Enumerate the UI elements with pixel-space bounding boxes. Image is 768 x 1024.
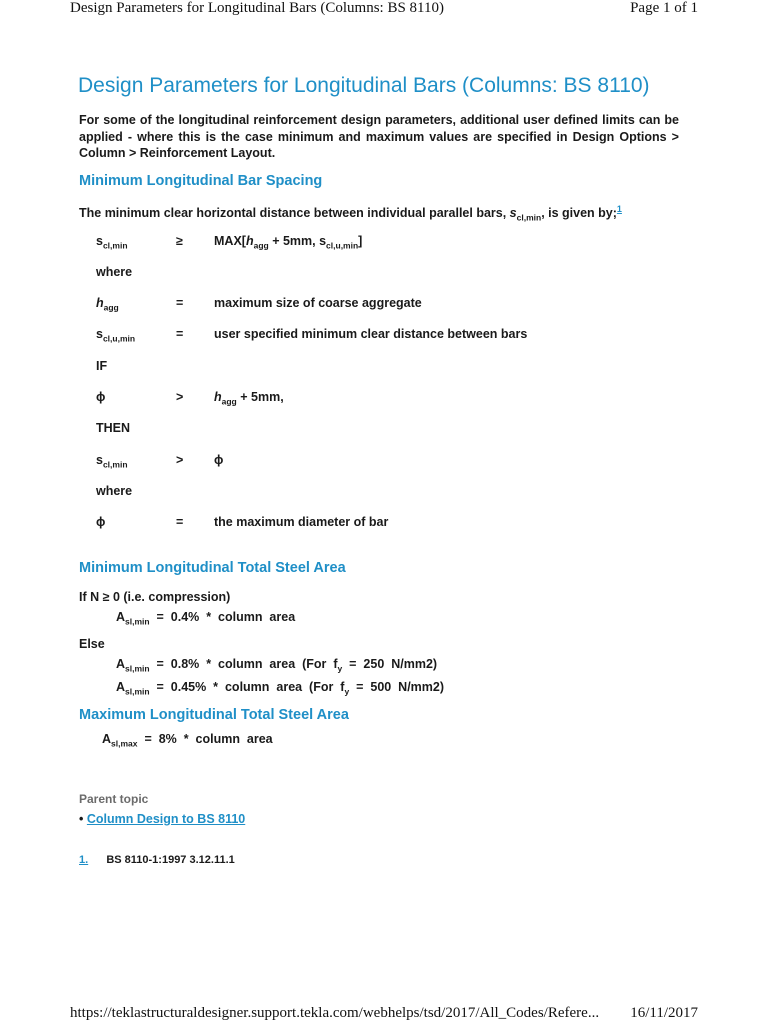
footnote-ref-link[interactable]: 1 [616, 204, 622, 214]
min-area-fy250-formula: $A_{sl,min} = 0.8\%$ * column area (For $f_y = 250$ N/mm2) [116, 657, 438, 674]
footer-date: 16/11/2017 [630, 1005, 698, 1021]
page-title: Design Parameters for Longitudinal Bars (Columns: BS 8110) [78, 74, 650, 97]
footnote-back-link[interactable]: 1. [79, 854, 89, 866]
parent-topic-item [79, 812, 245, 826]
else-label: Else [79, 637, 105, 651]
heading-min-bar-spacing: Minimum Longitudinal Bar Spacing [79, 173, 323, 189]
definition-row-sclumin: $s_{cl,u,min}$ = user specified minimum clear distance between bars [96, 327, 528, 344]
parent-topic-link[interactable]: Column Design to BS 8110 [86, 812, 246, 826]
min-area-fy500-formula: $A_{sl,min} = 0.45\%$ * column area (For $f_y = 500$ N/mm2) [116, 680, 445, 697]
condition-row-phi: ϕ > $h_{agg} + 5mm$, [96, 390, 284, 407]
footnote [79, 854, 235, 866]
result-row-scl-min: $s_{cl,min}$ > ϕ [96, 453, 224, 470]
if-label: IF [96, 359, 108, 373]
parent-topic-label: Parent topic [79, 792, 149, 806]
then-label: THEN [96, 421, 131, 435]
intro-paragraph: For some of the longitudinal reinforcement design parameters, additional user defined limits can be applied - where this is the case minimum and maximum values are specified in Design Options > Column > Reinforcement Layout. [79, 113, 679, 160]
definition-row-phi: ϕ = the maximum diameter of bar [96, 515, 389, 529]
heading-min-steel-area: Minimum Longitudinal Total Steel Area [79, 560, 346, 576]
page-number: Page 1 of 1 [630, 0, 698, 16]
where-label: where [96, 265, 133, 279]
where-label-2: where [96, 484, 133, 498]
formula-row-scl-min: $s_{cl,min}$ ≥ $MAX[h_{agg} + 5mm$, $s_{cl,u,min}$] [96, 234, 363, 251]
footer-url: https://teklastructuraldesigner.support.tekla.com/webhelps/tsd/2017/All_Codes/Refere... [70, 1005, 600, 1021]
compression-condition: If N ≥ 0 (i.e. compression) [79, 590, 231, 604]
footnote-text: BS 8110-1:1997 3.12.11.1 [106, 854, 235, 866]
heading-max-steel-area: Maximum Longitudinal Total Steel Area [79, 707, 349, 723]
bullet-dot: • [79, 812, 84, 826]
definition-row-hagg: $h_{agg}$ = maximum size of coarse aggregate [96, 296, 422, 313]
spacing-lead-paragraph: The minimum clear horizontal distance between individual parallel bars, $s_{cl,min}$, is given by;$^1$ [79, 204, 622, 223]
header-title: Design Parameters for Longitudinal Bars (Columns: BS 8110) [70, 0, 444, 16]
min-area-compression-formula: $A_{sl,min} = 0.4\%$ * column area [116, 610, 296, 627]
max-area-formula: $A_{sl,max} = 8\%$ * column area [102, 732, 273, 749]
